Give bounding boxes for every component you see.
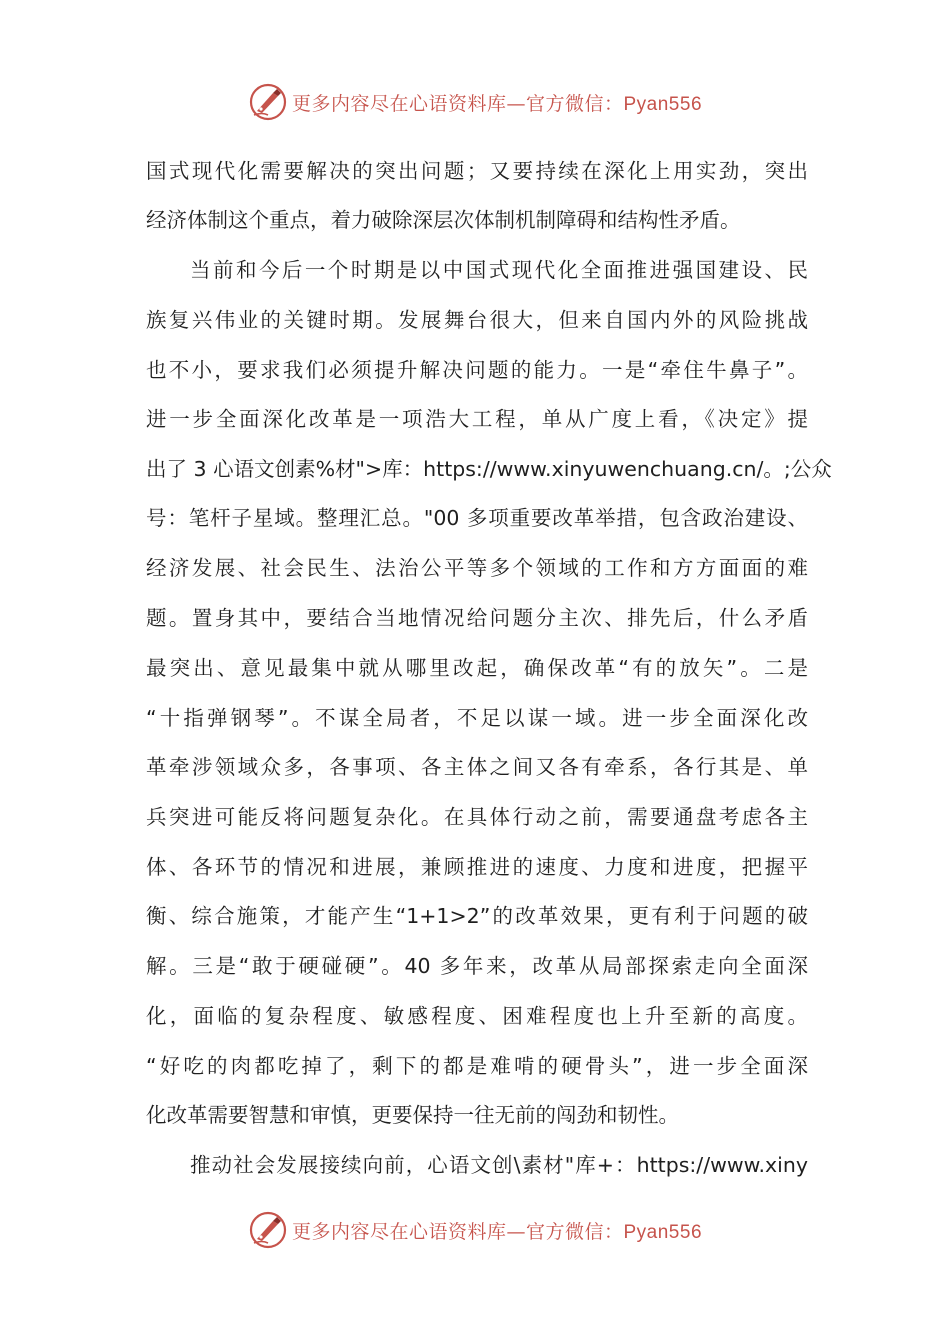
header-banner: [0, 80, 950, 124]
pen-nib-logo-icon: [248, 1210, 288, 1250]
text-line: 解。三是“敢于硬碰硬”。40 多年来，改革从局部探索走向全面深: [146, 954, 808, 978]
text-line: 出了 3 心语文创素%材">库：https://www.xinyuwenchuang.cn/。;公众: [146, 457, 832, 481]
text-line: 衡、综合施策，才能产生“1+1>2”的改革效果，更有利于问题的破: [146, 904, 808, 928]
text-line: “好吃的肉都吃掉了，剩下的都是难啃的硬骨头”，进一步全面深: [146, 1054, 808, 1078]
text-line: 号：笔杆子星域。整理汇总。"00 多项重要改革举措，包含政治建设、: [146, 506, 808, 530]
text-line: “十指弹钢琴”。不谋全局者，不足以谋一域。进一步全面深化改: [146, 706, 808, 730]
text-line: 也不小，要求我们必须提升解决问题的能力。一是“牵住牛鼻子”。: [146, 358, 808, 382]
footer-banner-text: [292, 1217, 702, 1244]
text-line: 国式现代化需要解决的突出问题；又要持续在深化上用实劲，突出: [146, 159, 808, 183]
text-line: 进一步全面深化改革是一项浩大工程，单从广度上看，《决定》提: [146, 407, 808, 431]
text-line: 经济发展、社会民生、法治公平等多个领域的工作和方方面面的难: [146, 556, 808, 580]
footer-wechat-id: Pyan556: [623, 1221, 703, 1243]
text-line: 经济体制这个重点，着力破除深层次体制机制障碍和结构性矛盾。: [146, 208, 741, 232]
text-line: 题。置身其中，要结合当地情况给问题分主次、排先后，什么矛盾: [146, 606, 808, 630]
text-line: 体、各环节的情况和进展，兼顾推进的速度、力度和进度，把握平: [146, 855, 808, 879]
header-banner-text: [292, 89, 702, 116]
header-banner-label: 更多内容尽在心语资料库—官方微信：: [291, 92, 624, 115]
text-line: 兵突进可能反将问题复杂化。在具体行动之前，需要通盘考虑各主: [146, 805, 808, 829]
footer-banner-label: 更多内容尽在心语资料库—官方微信：: [291, 1220, 624, 1243]
text-line: 最突出、意见最集中就从哪里改起，确保改革“有的放矢”。二是: [146, 656, 808, 680]
text-line: 推动社会发展接续向前，心语文创\素材"库+：https://www.xiny: [190, 1153, 808, 1177]
text-line: 化改革需要智慧和审慎，更要保持一往无前的闯劲和韧性。: [146, 1103, 679, 1127]
header-wechat-id: Pyan556: [623, 93, 703, 115]
text-line: 化，面临的复杂程度、敏感程度、困难程度也上升至新的高度。: [146, 1004, 808, 1028]
pen-nib-logo-icon: [248, 82, 288, 122]
text-line: 族复兴伟业的关键时期。发展舞台很大，但来自国内外的风险挑战: [146, 308, 808, 332]
text-line: 革牵涉领域众多，各事项、各主体之间又各有牵系，各行其是、单: [146, 755, 808, 779]
text-line: 当前和今后一个时期是以中国式现代化全面推进强国建设、民: [190, 258, 808, 282]
footer-banner: [0, 1208, 950, 1252]
